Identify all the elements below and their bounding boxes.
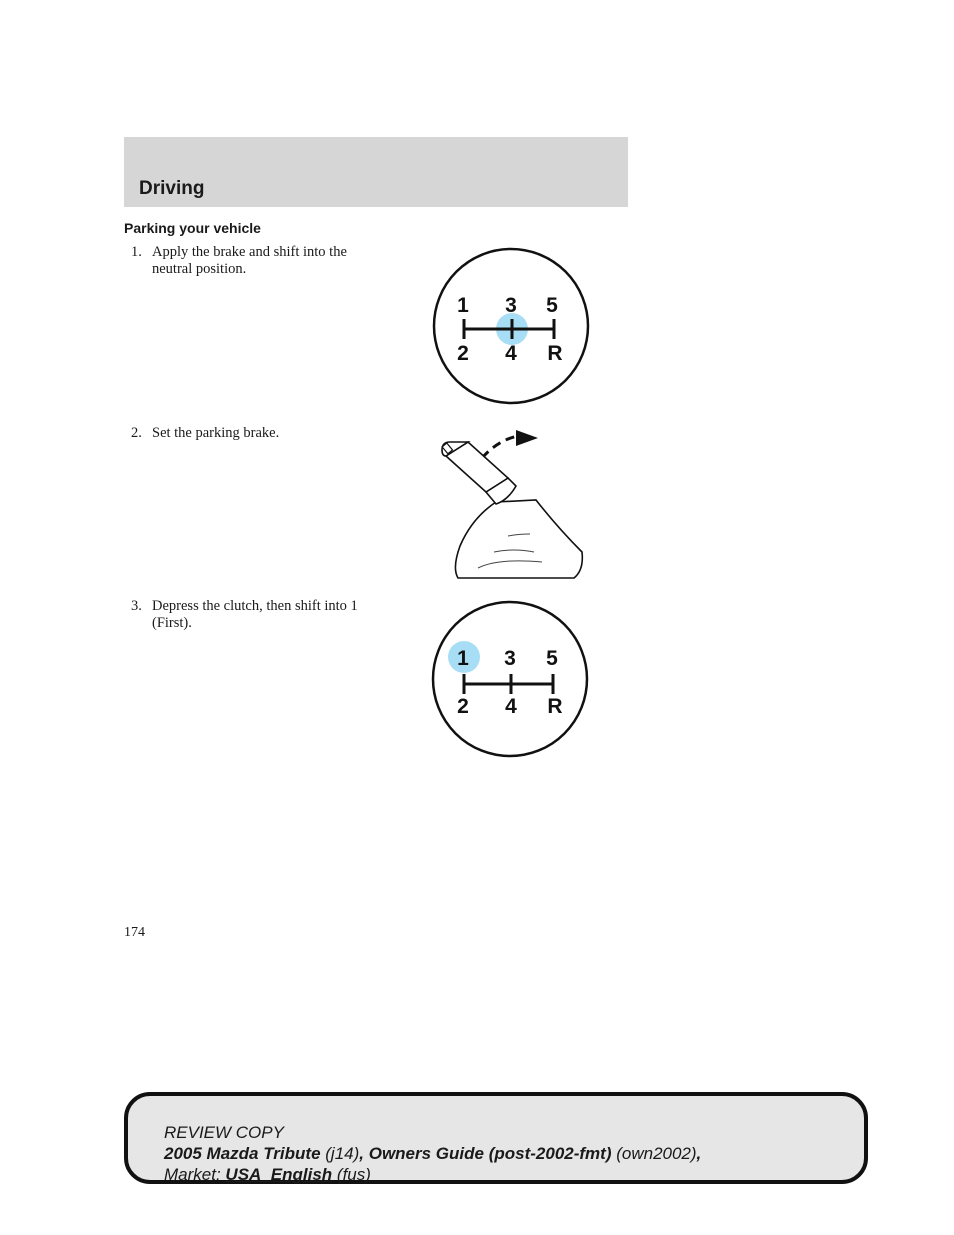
gear-label: 5 xyxy=(546,294,558,317)
gear-label: 3 xyxy=(504,647,516,670)
gear-label: 5 xyxy=(546,647,558,670)
gear-label: 2 xyxy=(457,695,469,718)
gear-label: 1 xyxy=(457,294,469,317)
subheading: Parking your vehicle xyxy=(124,220,261,236)
model-code: (j14) xyxy=(325,1144,360,1163)
step-text: Set the parking brake. xyxy=(152,425,280,441)
step-number: 2. xyxy=(131,425,142,441)
market-name: USA_English xyxy=(225,1165,333,1184)
gear-label: 1 xyxy=(457,647,469,670)
step-2 xyxy=(131,425,371,442)
step-text: Depress the clutch, then shift into 1 (First). xyxy=(152,598,358,631)
guide-code: (own2002) xyxy=(616,1144,697,1163)
gear-label: 2 xyxy=(457,342,469,365)
market-label: Market: xyxy=(164,1165,221,1184)
gear-label: R xyxy=(547,695,563,718)
gear-label: 4 xyxy=(505,695,517,718)
shift-pattern-neutral-figure xyxy=(430,245,592,407)
section-header-band xyxy=(124,137,628,207)
step-1 xyxy=(131,244,371,278)
footer-text: REVIEW COPY 2005 Mazda Tribute (j14), Owners Guide (post-2002-fmt) (own2002), Market: USA_English (fus) xyxy=(164,1123,702,1184)
footer-box xyxy=(124,1092,868,1184)
model-name: 2005 Mazda Tribute xyxy=(164,1144,321,1163)
section-title: Driving xyxy=(139,178,205,199)
step-number: 3. xyxy=(131,598,142,614)
step-number: 1. xyxy=(131,244,142,260)
pull-arrow-path xyxy=(482,436,518,458)
gear-label: R xyxy=(547,342,563,365)
step-3 xyxy=(131,598,371,632)
shift-pattern-first-figure xyxy=(429,598,591,760)
gear-label: 3 xyxy=(505,294,517,317)
step-text: Apply the brake and shift into the neutral position. xyxy=(152,244,347,277)
guide-name: , Owners Guide (post-2002-fmt) xyxy=(359,1144,612,1163)
page-number: 174 xyxy=(124,925,145,940)
arrow-head-icon xyxy=(516,430,538,446)
market-code: (fus) xyxy=(336,1165,371,1184)
gear-label: 4 xyxy=(505,342,517,365)
brake-boot xyxy=(455,500,582,578)
review-copy-label: REVIEW COPY xyxy=(164,1123,284,1142)
parking-brake-figure xyxy=(438,428,588,586)
